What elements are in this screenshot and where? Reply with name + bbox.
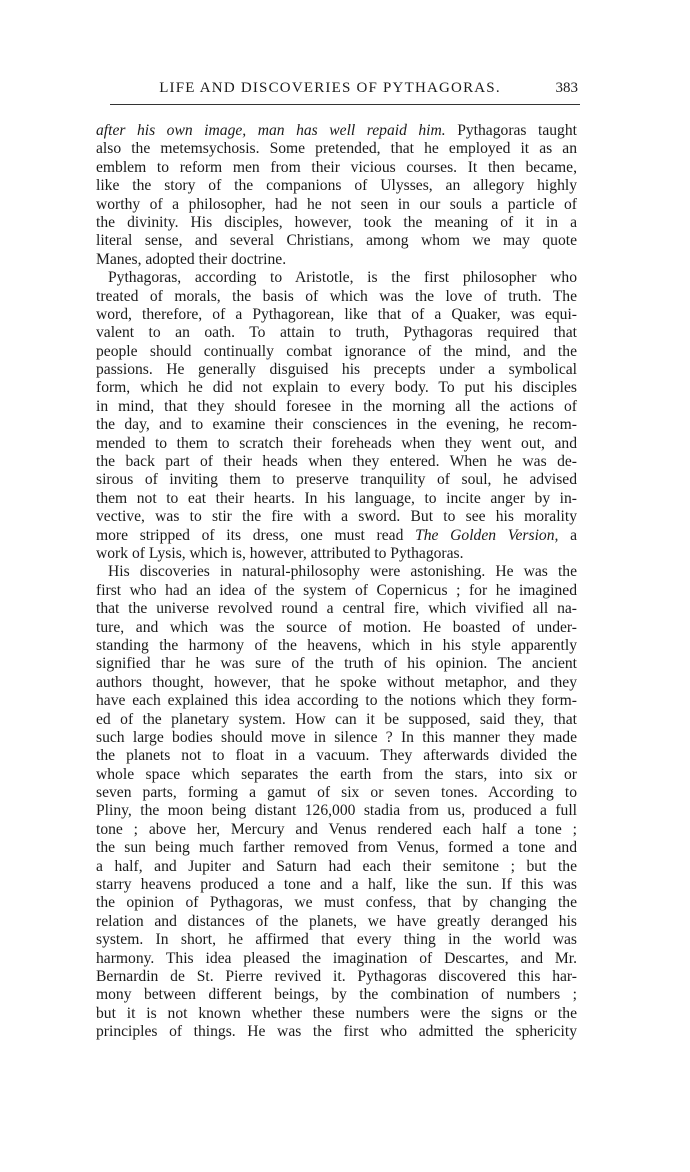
line-text: literal sense, and several Christians, among whom we may quote [96,232,577,250]
text-line [96,1005,577,1023]
line-text: such large bodies should move in silence ? In this manner they made [96,728,577,746]
line-text: principles of things. He was the first who admitted the sphericity [96,1023,577,1041]
line-text: work of Lysis, which is, however, attributed to Pythagoras. [96,544,464,562]
italic-text: after his own image, man has well repaid him. [96,122,446,139]
text-line [96,122,577,140]
text-line [96,232,577,250]
line-text: seven parts, forming a gamut of six or seven tones. According to [96,784,577,802]
text-line [96,140,577,158]
text-line [96,655,577,673]
text-line [96,839,577,857]
text-line [96,545,577,563]
line-text: relation and distances of the planets, we have greatly deranged his [96,912,577,930]
text-line [96,159,577,177]
text-line [96,619,577,637]
text-line [96,582,577,600]
line-text: mended to them to scratch their foreheads when they went out, and [96,434,577,452]
text-line [96,711,577,729]
text-line [96,802,577,820]
text-line [96,214,577,232]
text-line [96,490,577,508]
text-line [96,416,577,434]
line-text: but it is not known whether these numbers were the signs or the [96,1004,577,1022]
line-text: the sun being much farther removed from Venus, formed a tone and [96,839,577,857]
text-line [96,398,577,416]
text-line [96,269,577,287]
line-text: sirous of inviting them to preserve tranquility of soul, he advised [96,471,577,489]
text-line [96,729,577,747]
line-text: standing the harmony of the heavens, which in his style apparently [96,636,577,654]
text-line [96,379,577,397]
line-text: the divinity. His disciples, however, took the meaning of it in a [96,213,577,231]
line-text: form, which he did not explain to every body. To put his disciples [96,379,577,397]
line-text: them not to eat their hearts. In his language, to incite anger by in- [96,489,577,507]
line-text: signified thar he was sure of the truth of his opinion. The ancient [96,655,577,673]
line-text: harmony. This idea pleased the imagination of Descartes, and Mr. [96,949,577,967]
line-text: Pythagoras taught [445,122,577,139]
line-text: word, therefore, of a Pythagorean, like that of a Quaker, was equi- [96,305,577,323]
line-text: the opinion of Pythagoras, we must confess, that by changing the [96,894,577,912]
line-text: emblem to reform men from their vicious courses. It then became, [96,158,577,176]
text-line [96,968,577,986]
page-number: 383 [555,80,578,96]
line-text: worthy of a philosopher, had he not seen in our souls a particle of [96,195,577,213]
line-text: ture, and which was the source of motion. He boasted of under- [96,618,577,636]
line-text: people should continually combat ignorance of the mind, and the [96,342,577,360]
line-text: starry heavens produced a tone and a half, like the sun. If this was [96,876,577,894]
line-text: passions. He generally disguised his precepts under a symbolical [96,361,577,379]
line-text: Pythagoras, according to Aristotle, is the first philosopher who [108,269,577,287]
text-line [96,637,577,655]
line-text: have each explained this idea according to the notions which they form- [96,692,577,710]
text-line [96,1023,577,1041]
line-text: more stripped of its dress, one must read [96,526,416,544]
line-text: that the universe revolved round a central fire, which vivified all na- [96,600,577,618]
header-rule [110,104,580,105]
text-line [96,361,577,379]
text-line [96,471,577,489]
line-text: Manes, adopted their doctrine. [96,250,287,268]
text-line [96,306,577,324]
text-line [96,288,577,306]
text-line [96,950,577,968]
line-text: a half, and Jupiter and Saturn had each their semitone ; but the [96,857,577,875]
line-text-after: a [558,526,577,544]
text-line [96,894,577,912]
line-text: the back part of their heads when they entered. When he was de- [96,453,577,471]
line-text: the day, and to examine their consciences in the evening, he recom- [96,416,577,434]
body-text [96,122,577,1042]
text-line [96,766,577,784]
text-line [96,674,577,692]
text-line [96,747,577,765]
text-line [96,784,577,802]
page-header [110,80,578,100]
text-line [96,343,577,361]
line-text: vective, was to stir the fire with a sword. But to see his morality [96,508,577,526]
text-line [96,196,577,214]
line-text: treated of morals, the basis of which was the love of truth. The [96,287,577,305]
line-text: His discoveries in natural-philosophy were astonishing. He was the [108,563,577,581]
line-text: valent to an oath. To attain to truth, Pythagoras required that [96,324,577,342]
text-line [96,931,577,949]
line-text: like the story of the companions of Ulysses, an allegory highly [96,177,577,195]
italic-title: The Golden Version, [415,526,559,544]
text-line [96,821,577,839]
text-line [96,913,577,931]
line-text: authors thought, however, that he spoke without metaphor, and they [96,673,577,691]
text-line [96,563,577,581]
line-text: Bernardin de St. Pierre revived it. Pythagoras discovered this har- [96,967,577,985]
line-text: tone ; above her, Mercury and Venus rendered each half a tone ; [96,820,577,838]
line-text: Pliny, the moon being distant 126,000 stadia from us, produced a full [96,802,577,820]
running-title: LIFE AND DISCOVERIES OF PYTHAGORAS. [159,80,501,96]
text-line [96,858,577,876]
line-text: ed of the planetary system. How can it be supposed, said they, that [96,710,577,728]
line-text: in mind, that they should foresee in the morning all the actions of [96,397,577,415]
text-line [96,692,577,710]
text-line [96,986,577,1004]
line-text: also the metemsychosis. Some pretended, that he employed it as an [96,140,577,158]
text-line [96,251,577,269]
line-text: system. In short, he affirmed that every thing in the world was [96,931,577,949]
text-line [96,324,577,342]
line-text: whole space which separates the earth from the stars, into six or [96,765,577,783]
text-line [96,508,577,526]
line-text: the planets not to float in a vacuum. They afterwards divided the [96,747,577,765]
text-line [96,177,577,195]
text-line [96,600,577,618]
text-line [96,527,577,545]
text-line [96,435,577,453]
line-text: mony between different beings, by the combination of numbers ; [96,986,577,1004]
text-line [96,876,577,894]
line-text: first who had an idea of the system of Copernicus ; for he imagined [96,581,577,599]
text-line [96,453,577,471]
